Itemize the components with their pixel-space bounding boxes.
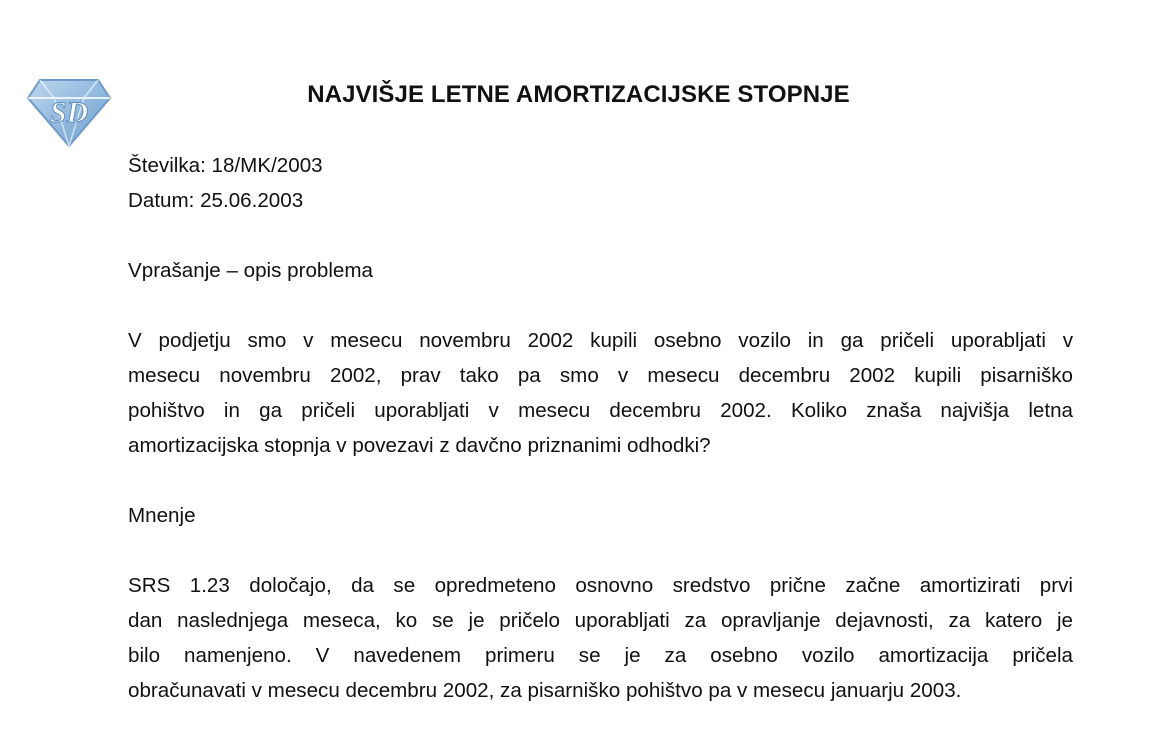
spacer <box>128 218 1073 253</box>
spacer <box>128 533 1073 568</box>
question-heading: Vprašanje – opis problema <box>128 259 373 282</box>
opinion-paragraph-line: dan naslednjega meseca, ko se je pričelo uporabljati za opravljanje dejavnosti, za katero je <box>128 609 1073 632</box>
document-number: Številka: 18/MK/2003 <box>128 154 323 177</box>
opinion-paragraph-line: bilo namenjeno. V navedenem primeru se je za osebno vozilo amortizacija pričela <box>128 644 1073 667</box>
page-title: NAJVIŠJE LETNE AMORTIZACIJSKE STOPNJE <box>307 81 850 108</box>
opinion-heading: Mnenje <box>128 504 196 527</box>
svg-text:SD: SD <box>49 96 89 129</box>
opinion-paragraph-line: obračunavati v mesecu decembru 2002, za pisarniško pohištvo pa v mesecu januarju 2003. <box>128 679 962 702</box>
document-date: Datum: 25.06.2003 <box>128 189 304 212</box>
document-body <box>128 148 1073 708</box>
question-paragraph-line: amortizacijska stopnja v povezavi z davčno priznanimi odhodki? <box>128 434 711 457</box>
question-paragraph-line: pohištvo in ga pričeli uporabljati v mesecu decembru 2002. Koliko znaša najvišja letna <box>128 399 1073 422</box>
question-paragraph-line: mesecu novembru 2002, prav tako pa smo v mesecu decembru 2002 kupili pisarniško <box>128 364 1073 387</box>
opinion-paragraph-line: SRS 1.23 določajo, da se opredmeteno osnovno sredstvo prične začne amortizirati prvi <box>128 574 1073 597</box>
spacer <box>128 463 1073 498</box>
spacer <box>128 288 1073 323</box>
question-paragraph-line: V podjetju smo v mesecu novembru 2002 kupili osebno vozilo in ga pričeli uporabljati v <box>128 329 1073 352</box>
